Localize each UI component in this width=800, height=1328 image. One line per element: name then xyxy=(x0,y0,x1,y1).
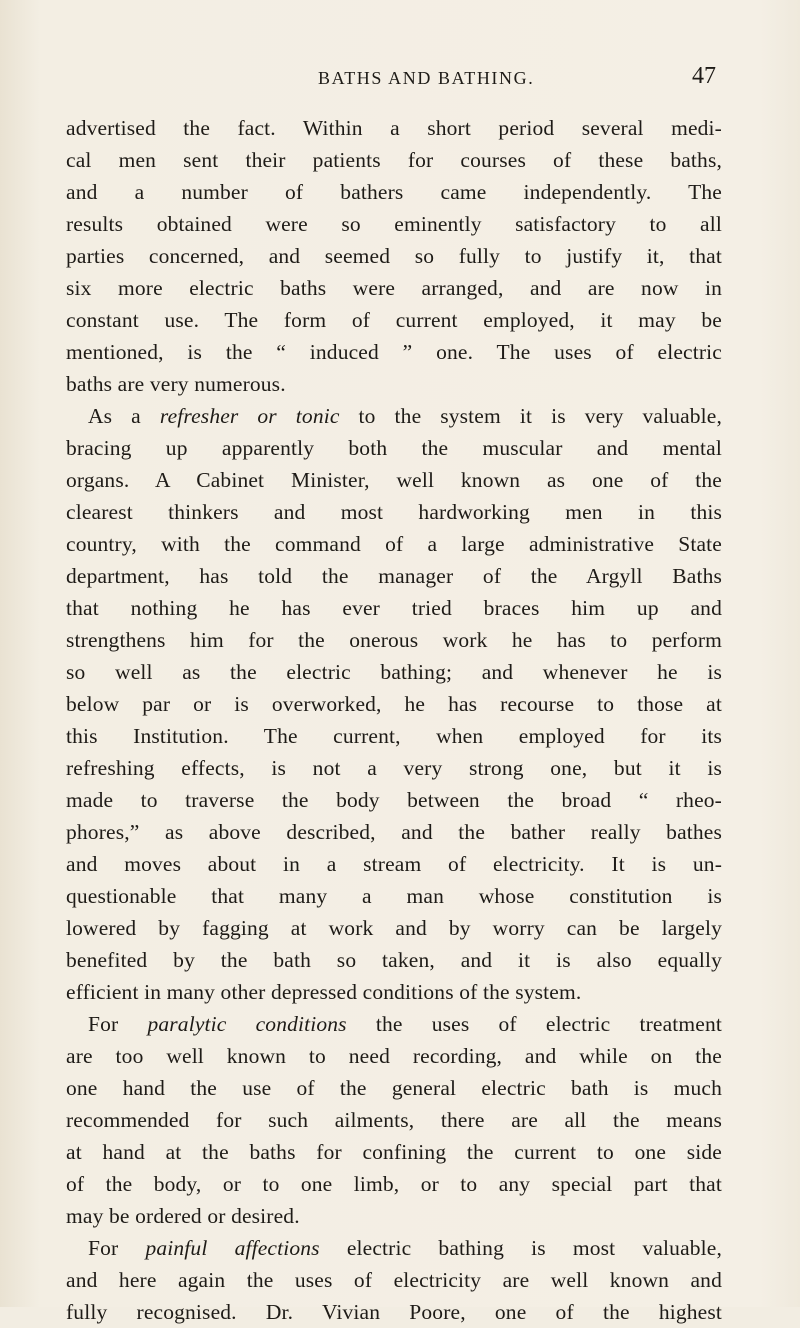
paragraph-first-line xyxy=(66,1008,722,1040)
text-run: the uses of electric treatment xyxy=(346,1012,723,1036)
text-line: lowered by fagging at work and by worry can be largely xyxy=(66,916,722,940)
text-line: mentioned, is the “ induced ” one. The uses of electric xyxy=(66,340,722,364)
text-line: one hand the use of the general electric bath is much xyxy=(66,1076,722,1100)
text-line: and moves about in a stream of electricity. It is un- xyxy=(66,852,722,876)
text-line: advertised the fact. Within a short period several medi- xyxy=(66,116,722,140)
text-line: department, has told the manager of the Argyll Baths xyxy=(66,564,722,588)
text-run: electric bathing is most valuable, xyxy=(319,1236,722,1260)
page-number: 47 xyxy=(692,63,716,89)
text-line: recommended for such ailments, there are all the means xyxy=(66,1108,722,1132)
text-line: strengthens him for the onerous work he has to perform xyxy=(66,628,722,652)
text-line: efficient in many other depressed conditions of the system. xyxy=(66,980,582,1004)
text-line: below par or is overworked, he has recourse to those at xyxy=(66,692,722,716)
text-line: are too well known to need recording, and while on the xyxy=(66,1044,722,1068)
text-line: baths are very numerous. xyxy=(66,372,286,396)
running-title: BATHS AND BATHING. xyxy=(318,68,535,88)
text-run: to the system it is very valuable, xyxy=(339,404,723,428)
running-head xyxy=(0,63,800,90)
italic-term: paralytic conditions xyxy=(147,1012,347,1036)
italic-term: refresher or tonic xyxy=(159,404,340,428)
text-line: results obtained were so eminently satisfactory to all xyxy=(66,212,722,236)
text-line: questionable that many a man whose constitution is xyxy=(66,884,722,908)
text-line: fully recognised. Dr. Vivian Poore, one of the highest xyxy=(66,1300,722,1324)
text-line: parties concerned, and seemed so fully to justify it, that xyxy=(66,244,722,268)
text-line: constant use. The form of current employed, it may be xyxy=(66,308,722,332)
text-line: refreshing effects, is not a very strong one, but it is xyxy=(66,756,722,780)
paragraph-first-line xyxy=(66,400,722,432)
text-line: that nothing he has ever tried braces him up and xyxy=(66,596,722,620)
text-line: this Institution. The current, when employed for its xyxy=(66,724,722,748)
text-line: benefited by the bath so taken, and it is also equally xyxy=(66,948,722,972)
text-line: organs. A Cabinet Minister, well known as one of the xyxy=(66,468,722,492)
italic-term: painful affections xyxy=(145,1236,320,1260)
text-line: of the body, or to one limb, or to any special part that xyxy=(66,1172,722,1196)
text-line: phores,” as above described, and the bather really bathes xyxy=(66,820,722,844)
text-line: so well as the electric bathing; and whenever he is xyxy=(66,660,722,684)
paragraph-first-line xyxy=(66,1232,722,1264)
text-line: made to traverse the body between the broad “ rheo- xyxy=(66,788,722,812)
text-line: cal men sent their patients for courses of these baths, xyxy=(66,148,722,172)
text-line: and here again the uses of electricity are well known and xyxy=(66,1268,722,1292)
text-run: For xyxy=(88,1236,146,1260)
body-text xyxy=(66,112,722,1328)
text-line: country, with the command of a large administrative State xyxy=(66,532,722,556)
text-line: six more electric baths were arranged, and are now in xyxy=(66,276,722,300)
text-run: As a xyxy=(88,404,160,428)
text-line: and a number of bathers came independently. The xyxy=(66,180,722,204)
text-run: For xyxy=(88,1012,148,1036)
text-line: at hand at the baths for confining the current to one side xyxy=(66,1140,722,1164)
text-line: clearest thinkers and most hardworking men in this xyxy=(66,500,722,524)
text-line: bracing up apparently both the muscular and mental xyxy=(66,436,722,460)
text-line: may be ordered or desired. xyxy=(66,1204,300,1228)
